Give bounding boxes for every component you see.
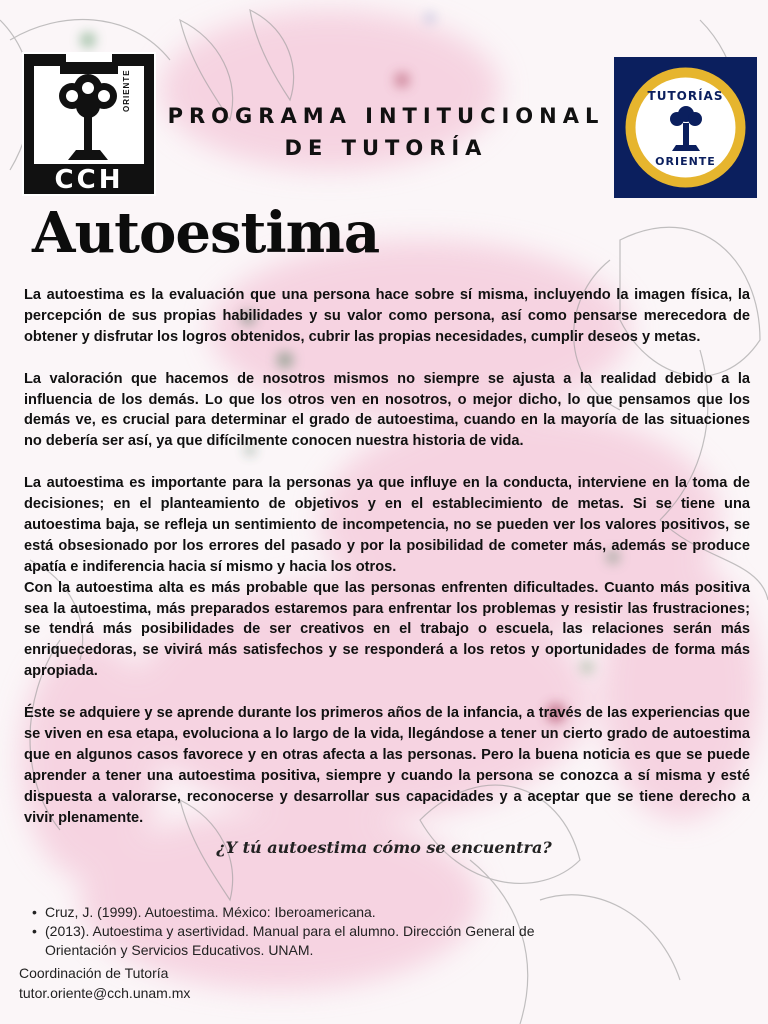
- paragraph: Con la autoestima alta es más probable que las personas enfrenten dificultades. Cuanto más positiva sea la autoestima, más preparados estaremos para enfrentar los problemas y resistir las frustraciones; se tendrá más posibilidades de ser creativos en el trabajo o escuela, las relaciones serán más enriquecedoras, se vivirá más satisfechos y se responderá a los retos y oportunidades de forma más apropiada.: [24, 579, 750, 680]
- paragraph: La autoestima es importante para la personas ya que influye en la conducta, interviene en la toma de decisiones; en el planteamiento de objetivos y en el establecimiento de metas. Si se tiene una autoestima baja, se refleja un sentimiento de incompetencia, no se pueden ver los valores positivos, se está obsesionado por los errores del pasado y por la posibilidad de cometer más, además se produce apatía e indiferencia hacia sí mismo y hacia los otros.: [24, 475, 750, 575]
- page-title: Autoestima: [32, 200, 380, 266]
- cch-logo-mark: CCH: [54, 165, 124, 195]
- reference-item: • Cruz, J. (1999). Autoestima. México: Iberoamericana.: [32, 903, 592, 922]
- reference-item: • (2013). Autoestima y asertividad. Manual para el alumno. Dirección General de Orientación y Servicios Educativos. UNAM.: [32, 922, 592, 960]
- article-body: [24, 285, 750, 829]
- paragraph: La autoestima es la evaluación que una persona hace sobre sí misma, incluyendo la imagen física, la percepción de sus propias habilidades y su valor como persona, así como pensarse merecedora de obtener y disfrutar los logros obtenidos, cubrir las propias necesidades, cumplir deseos y metas.: [24, 287, 750, 345]
- footer: [19, 963, 190, 1003]
- footer-department: Coordinación de Tutoría: [19, 965, 169, 981]
- cch-logo: [22, 52, 156, 196]
- tutorias-logo-top-text: TUTORÍAS: [647, 89, 724, 103]
- tutorias-logo: [614, 57, 757, 198]
- program-title: PROGRAMA INTITUCIONAL DE TUTORÍA: [167, 104, 605, 160]
- paragraph: La valoración que hacemos de nosotros mismos no siempre se ajusta a la realidad debido a la influencia de los demás. Lo que los otros ven en nosotros, o mejor dicho, lo que pensamos que los demás ve, es crucial para determinar el grado de autoestima, cuando en la mayoría de las situaciones no debería ser así, ya que difícilmente conocen nuestra historia de vida.: [24, 370, 750, 450]
- closing-question: ¿Y tú autoestima cómo se encuentra?: [216, 838, 552, 857]
- references-list: [32, 903, 592, 960]
- footer-email[interactable]: tutor.oriente@cch.unam.mx: [19, 985, 191, 1001]
- paragraph: Éste se adquiere y se aprende durante los primeros años de la infancia, a través de las experiencias que se viven en esa etapa, evoluciona a lo largo de la vida, llegándose a tener un cierto grado de autoestima que en algunos casos favorece y en otras afecta a las personas. Pero la buena noticia es que se puede aprender a tener una autoestima positiva, siempre y cuando la persona se conozca a sí misma y esté dispuesta a valorarse, reconocerse y desarrollar sus capacidades y a aceptar que se tiene derecho a vivir plenamente.: [24, 705, 750, 826]
- tutorias-logo-bottom-text: ORIENTE: [655, 155, 716, 168]
- cch-logo-side-text: ORIENTE: [122, 69, 131, 112]
